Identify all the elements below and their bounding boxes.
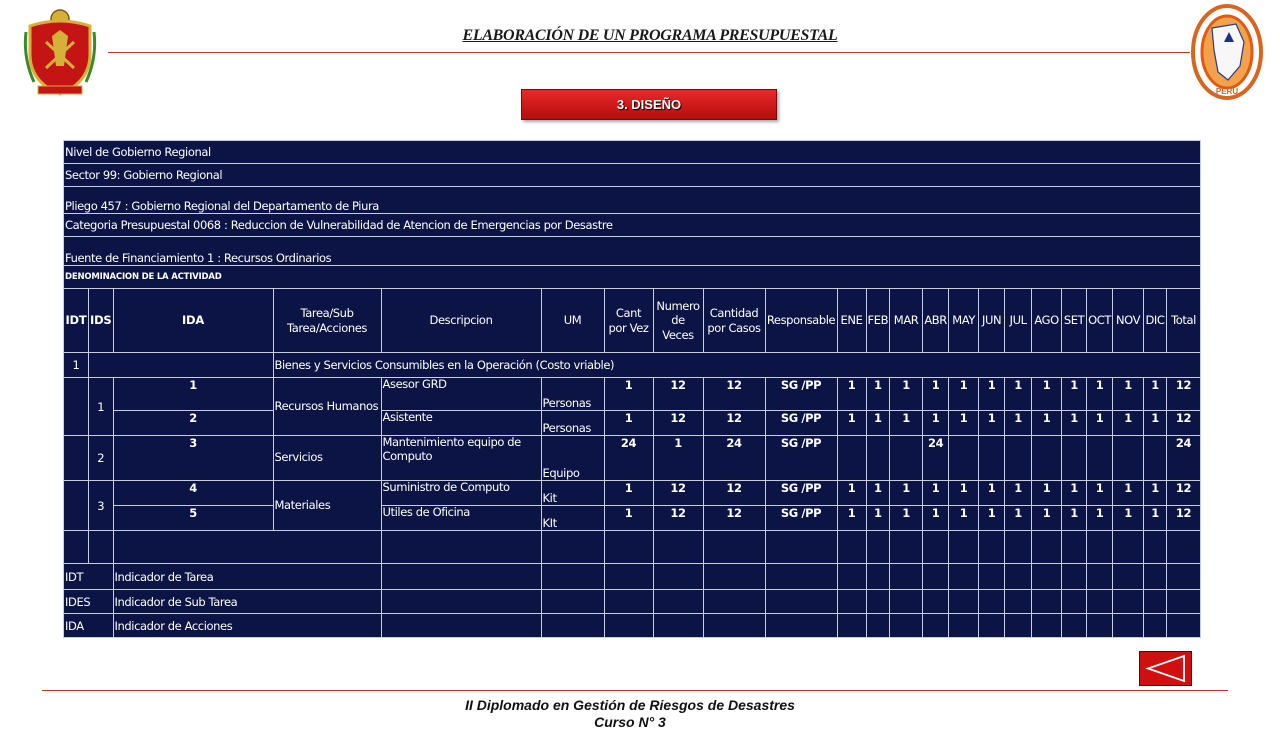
table-row [64,481,1201,506]
responsable-value: SG /PP [765,436,837,481]
month-value [979,436,1005,481]
total-value: 12 [1167,378,1201,411]
table-cell [1167,590,1201,614]
responsable-value: SG /PP [765,506,837,531]
table-cell [949,531,979,564]
legend-row [64,590,1201,614]
month-value: 1 [1144,506,1167,531]
veces-value: 12 [653,481,703,506]
table-cell [1005,531,1032,564]
month-value: 1 [1087,378,1113,411]
month-value: 1 [923,411,949,436]
table-cell [64,531,89,564]
month-value: 1 [923,378,949,411]
column-header: Descripcion [381,289,541,353]
column-header: UM [541,289,604,353]
previous-slide-button[interactable] [1139,651,1192,686]
column-header: NOV [1113,289,1144,353]
month-value: 1 [949,411,979,436]
empty-row [64,531,1201,564]
month-value: 1 [1005,378,1032,411]
descripcion-value: Asesor GRD [381,378,541,411]
page-title: ELABORACIÓN DE UN PROGRAMA PRESUPUESTAL [462,27,838,44]
month-value: 1 [1144,481,1167,506]
table-cell [1144,614,1167,638]
month-value [866,436,890,481]
table-cell [64,378,89,436]
column-header: JUL [1005,289,1032,353]
table-cell [1005,614,1032,638]
table-cell [653,614,703,638]
table-cell [1087,590,1113,614]
table-cell [765,614,837,638]
month-value: 1 [890,481,923,506]
total-value: 24 [1167,436,1201,481]
table-cell [765,531,837,564]
month-value: 1 [979,411,1005,436]
month-value: 1 [837,506,866,531]
cant-value: 1 [604,481,653,506]
month-value: 1 [1032,481,1062,506]
idt-value: 1 [64,353,89,378]
um-value: Personas [541,411,604,436]
table-cell [653,564,703,590]
table-cell [64,481,89,531]
table-cell [949,590,979,614]
table-cell [1005,564,1032,590]
category-row [64,353,1201,378]
ida-value: 3 [113,436,273,481]
veces-value: 12 [653,411,703,436]
legend-label: Indicador de Tarea [113,564,381,590]
table-cell [1113,614,1144,638]
table-cell [866,614,890,638]
table-cell [866,590,890,614]
table-cell [1144,531,1167,564]
table-cell [979,590,1005,614]
table-cell [866,531,890,564]
month-value: 1 [1087,411,1113,436]
month-value [890,436,923,481]
month-value: 1 [923,481,949,506]
month-value: 1 [923,506,949,531]
table-cell [1062,564,1087,590]
total-value: 12 [1167,481,1201,506]
cant-value: 1 [604,411,653,436]
responsable-value: SG /PP [765,481,837,506]
month-value: 1 [1113,411,1144,436]
table-cell [604,590,653,614]
total-value: 12 [1167,506,1201,531]
table-cell [653,590,703,614]
table-cell [1113,564,1144,590]
table-cell [89,531,114,564]
column-header: IDA [113,289,273,353]
month-value: 1 [890,506,923,531]
month-value: 1 [1032,378,1062,411]
legend-code: IDES [64,590,114,614]
month-value: 1 [837,411,866,436]
table-cell [890,614,923,638]
column-header: MAR [890,289,923,353]
month-value: 1 [1062,481,1087,506]
column-header: Responsable [765,289,837,353]
right-logo-country: PERU [1215,87,1239,96]
table-cell [1062,590,1087,614]
month-value: 1 [866,481,890,506]
table-cell [653,531,703,564]
month-value: 1 [949,481,979,506]
responsable-value: SG /PP [765,411,837,436]
cant-value: 1 [604,506,653,531]
column-header: JUN [979,289,1005,353]
descripcion-value: Asistente [381,411,541,436]
month-value: 1 [1087,481,1113,506]
month-value: 1 [979,378,1005,411]
table-cell [1087,564,1113,590]
budget-program-table [63,140,1201,638]
tarea-value: Materiales [273,481,381,531]
defensa-civil-peru-icon [1190,2,1264,102]
column-header: Total [1167,289,1201,353]
ida-value: 5 [113,506,273,531]
footer-text [0,697,1260,731]
table-cell [923,564,949,590]
casos-value: 12 [703,481,765,506]
column-header: SET [1062,289,1087,353]
table-cell [541,590,604,614]
column-header: Cantidad por Casos [703,289,765,353]
table-cell [1167,564,1201,590]
month-value: 1 [979,481,1005,506]
table-cell [541,531,604,564]
legend-code: IDA [64,614,114,638]
table-cell [1032,614,1062,638]
um-value: Personas [541,378,604,411]
table-cell [837,564,866,590]
month-value [1144,436,1167,481]
table-cell [1032,590,1062,614]
table-row [64,436,1201,481]
table-cell [765,564,837,590]
denominacion-label: DENOMINACION DE LA ACTIVIDAD [64,266,1201,289]
month-value: 1 [949,378,979,411]
column-header: Numero de Veces [653,289,703,353]
table-cell [1167,531,1201,564]
casos-value: 12 [703,378,765,411]
table-cell [979,614,1005,638]
column-header: IDS [89,289,114,353]
month-value: 1 [1032,506,1062,531]
column-header: IDT [64,289,89,353]
table-cell [890,564,923,590]
table-cell [703,531,765,564]
info-row [64,187,1201,214]
month-value: 1 [1113,506,1144,531]
table-cell [381,564,541,590]
ida-value: 4 [113,481,273,506]
month-value: 1 [1005,481,1032,506]
casos-value: 12 [703,506,765,531]
month-value: 1 [1005,411,1032,436]
table-cell [604,564,653,590]
table-cell [1087,614,1113,638]
table-cell [979,564,1005,590]
info-row [64,164,1201,187]
footer-title: II Diplomado en Gestión de Riesgos de Desastres [465,697,795,713]
table-cell [1113,590,1144,614]
table-cell [837,531,866,564]
month-value [1113,436,1144,481]
legend-code: IDT [64,564,114,590]
info-cell: Sector 99: Gobierno Regional [64,164,1201,187]
table-cell [1062,531,1087,564]
month-value: 1 [1113,378,1144,411]
month-value: 1 [1062,411,1087,436]
month-value: 1 [866,506,890,531]
month-value [1005,436,1032,481]
month-value: 1 [866,378,890,411]
um-value: Kit [541,481,604,506]
legend-label: Indicador de Acciones [113,614,381,638]
month-value: 1 [1005,506,1032,531]
footer-subtitle: Curso N° 3 [594,714,666,730]
table-cell [1005,590,1032,614]
ida-value: 2 [113,411,273,436]
table-cell [1062,614,1087,638]
descripcion-value: Mantenimiento equipo de Computo [381,436,541,481]
legend-label: Indicador de Sub Tarea [113,590,381,614]
ida-value: 1 [113,378,273,411]
month-value: 1 [1087,506,1113,531]
info-row [64,214,1201,237]
table-cell [1113,531,1144,564]
table-cell [890,590,923,614]
table-cell [1144,590,1167,614]
month-value: 1 [1144,378,1167,411]
table-cell [765,590,837,614]
month-value: 1 [837,481,866,506]
total-value: 12 [1167,411,1201,436]
month-value [1032,436,1062,481]
info-cell: Fuente de Financiamiento 1 : Recursos Ordinarios [64,237,1201,266]
info-row [64,237,1201,266]
month-value: 1 [866,411,890,436]
column-header: FEB [866,289,890,353]
table-cell [837,614,866,638]
month-value: 1 [837,378,866,411]
month-value [1062,436,1087,481]
table-cell [541,614,604,638]
month-value: 1 [979,506,1005,531]
section-badge: 3. DISEÑO [521,89,777,120]
legend-row [64,564,1201,590]
veces-value: 12 [653,506,703,531]
info-row [64,141,1201,164]
table-cell [113,531,381,564]
column-header: Cant por Vez [604,289,653,353]
month-value: 1 [949,506,979,531]
table-row [64,378,1201,411]
month-value: 1 [1144,411,1167,436]
table-cell [949,614,979,638]
column-header: OCT [1087,289,1113,353]
table-cell [979,531,1005,564]
ids-value: 1 [89,378,114,436]
table-cell [923,590,949,614]
table-cell [1087,531,1113,564]
ids-value: 3 [89,481,114,531]
table-cell [604,614,653,638]
responsable-value: SG /PP [765,378,837,411]
table-cell [64,436,89,481]
month-value: 1 [890,378,923,411]
table-cell [541,564,604,590]
category-label: Bienes y Servicios Consumibles en la Operación (Costo vriable) [273,353,1200,378]
table-row [64,411,1201,436]
month-value [949,436,979,481]
info-cell: Pliego 457 : Gobierno Regional del Departamento de Piura [64,187,1201,214]
month-value [837,436,866,481]
table-cell [866,564,890,590]
column-header: ABR [923,289,949,353]
table-cell [837,590,866,614]
table-cell [1167,614,1201,638]
column-header: AGO [1032,289,1062,353]
month-value [1087,436,1113,481]
column-header: Tarea/Sub Tarea/Acciones [273,289,381,353]
table-cell [381,614,541,638]
ids-value: 2 [89,436,114,481]
table-cell [949,564,979,590]
casos-value: 24 [703,436,765,481]
column-header: DIC [1144,289,1167,353]
descripcion-value: Utiles de Oficina [381,506,541,531]
table-cell [923,531,949,564]
month-value: 1 [1062,378,1087,411]
cant-value: 1 [604,378,653,411]
month-value: 1 [1113,481,1144,506]
table-cell [381,590,541,614]
table-row [64,506,1201,531]
veces-value: 1 [653,436,703,481]
table-cell [89,353,274,378]
casos-value: 12 [703,411,765,436]
veces-value: 12 [653,378,703,411]
tarea-value: Servicios [273,436,381,481]
table-cell [1032,564,1062,590]
descripcion-value: Suministro de Computo [381,481,541,506]
title-divider [108,52,1190,53]
table-cell [923,614,949,638]
table-cell [1032,531,1062,564]
table-cell [1144,564,1167,590]
table-cell [703,614,765,638]
column-header: ENE [837,289,866,353]
info-cell: Nivel de Gobierno Regional [64,141,1201,164]
table-cell [703,590,765,614]
info-cell: Categoria Presupuestal 0068 : Reduccion de Vulnerabilidad de Atencion de Emergencias por Desastre [64,214,1201,237]
um-value: Equipo [541,436,604,481]
month-value: 24 [923,436,949,481]
table-cell [604,531,653,564]
footer-divider [42,690,1228,691]
month-value: 1 [1032,411,1062,436]
tarea-value: Recursos Humanos [273,378,381,436]
table-cell [890,531,923,564]
previous-slide-triangle-icon [1140,652,1191,685]
cant-value: 24 [604,436,653,481]
coat-of-arms-icon [22,6,98,100]
month-value: 1 [890,411,923,436]
month-value: 1 [1062,506,1087,531]
table-cell [381,531,541,564]
um-value: KIt [541,506,604,531]
denominacion-row [64,266,1201,289]
legend-row [64,614,1201,638]
table-cell [703,564,765,590]
column-header: MAY [949,289,979,353]
column-header-row [64,289,1201,353]
